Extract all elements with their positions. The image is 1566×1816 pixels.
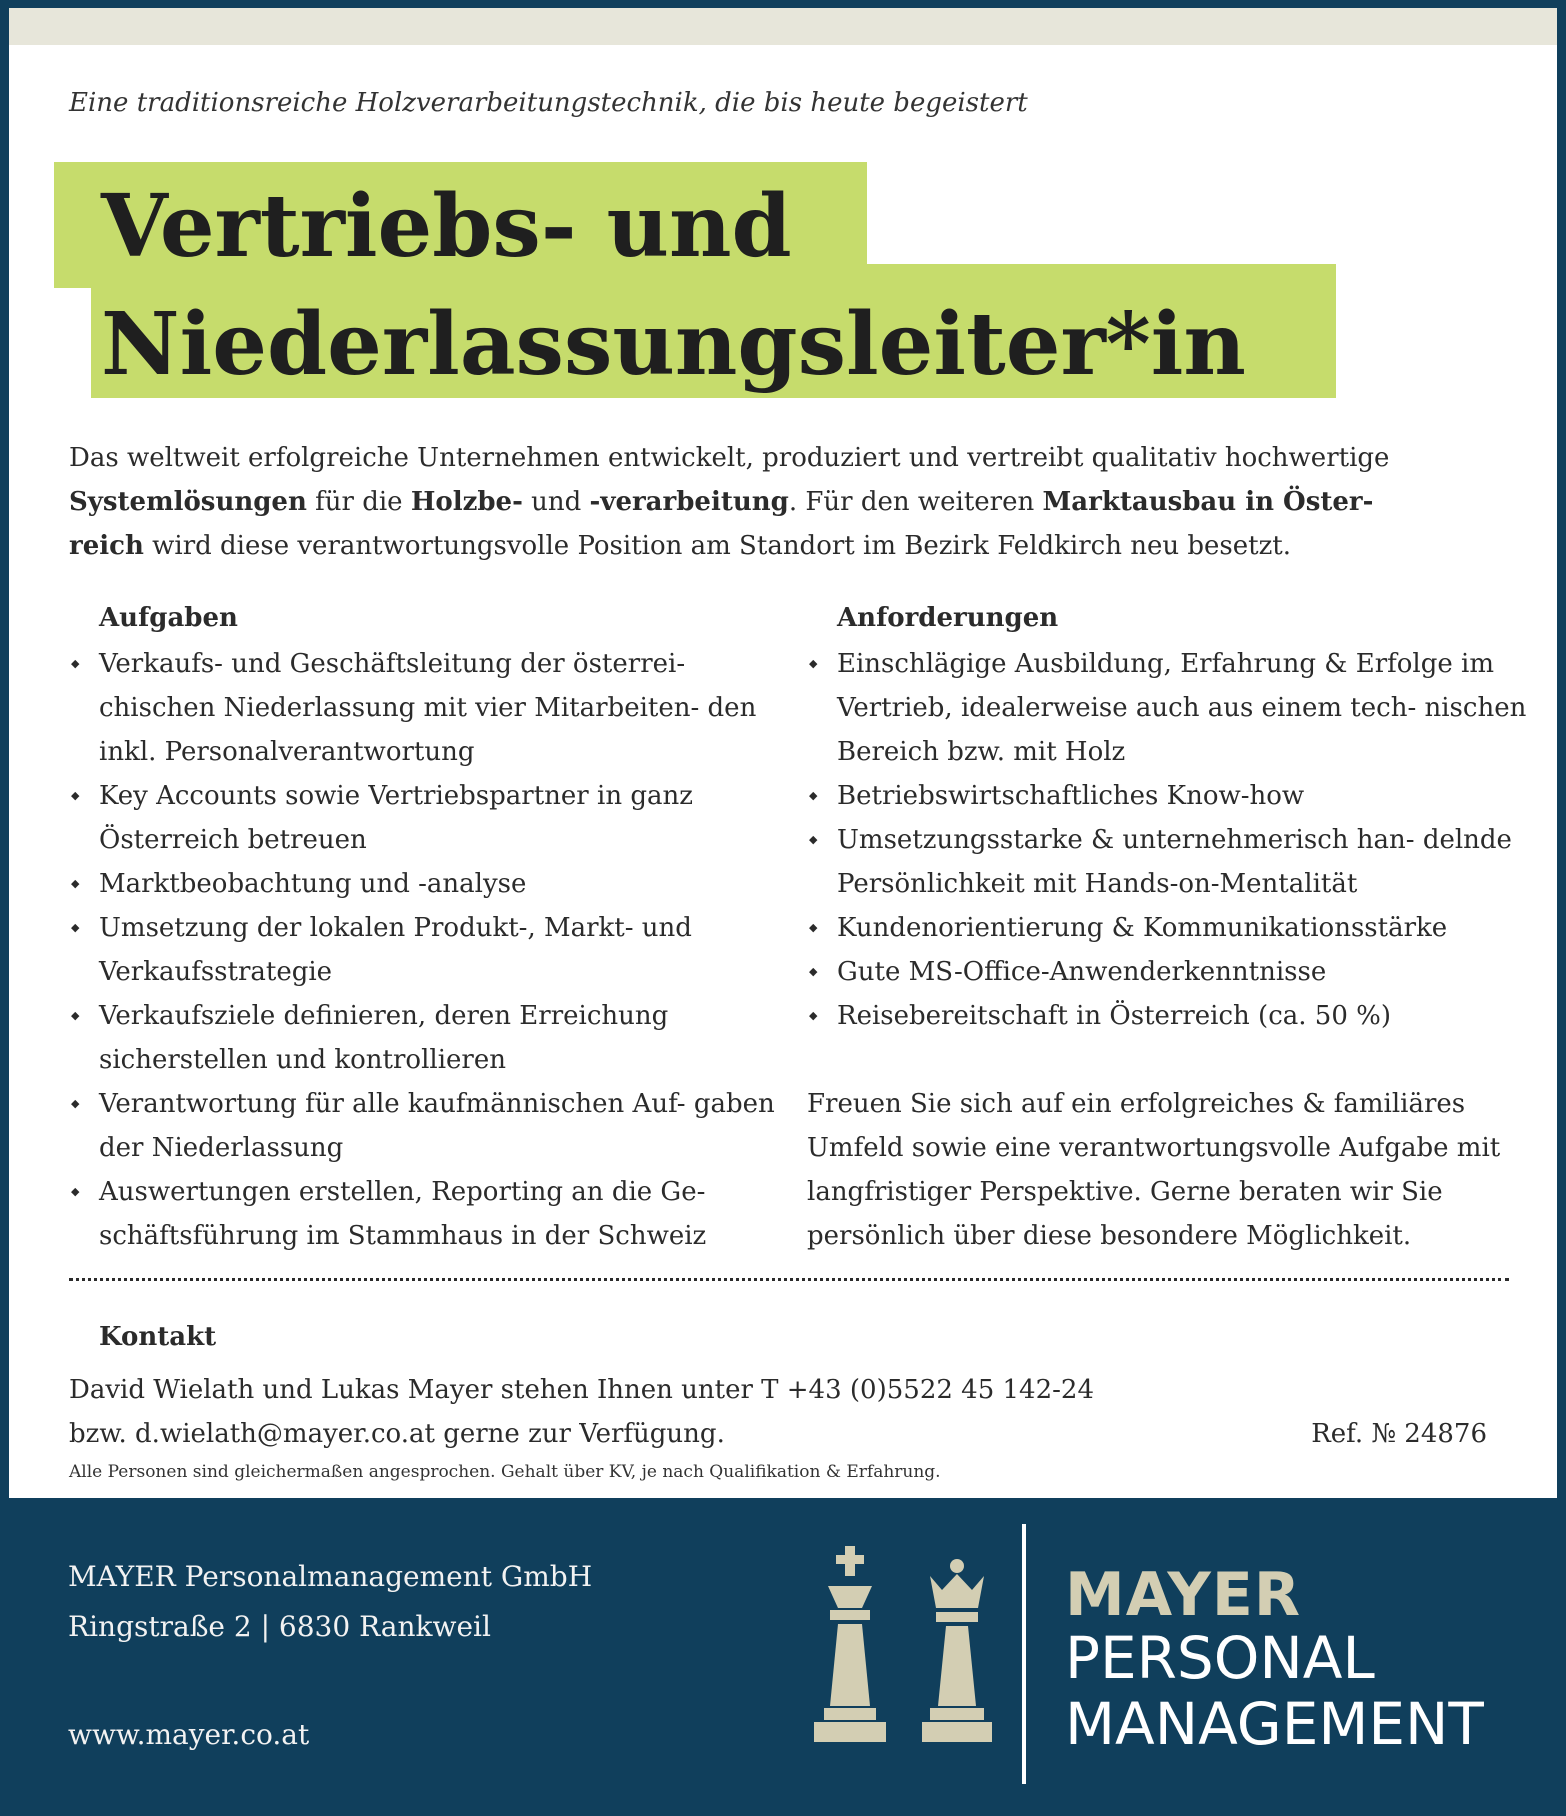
aufgaben-section (69, 596, 789, 1258)
job-title-line-2: Niederlassungsleiter*in (101, 294, 1246, 395)
job-title (101, 168, 1246, 404)
reference-number: Ref. № 24876 (1311, 1419, 1487, 1449)
list-item: ◆ Gute MS-Office-Anwenderkenntnisse (807, 950, 1537, 994)
list-item: ◆ Verkaufs- und Geschäftsleitung der österrei- chischen Niederlassung mit vier Mitarbeiten- den inkl. Personalverantwortung (69, 642, 789, 774)
intro-text-5: wird diese verantwortungsvolle Position am Standort im Bezirk Feldkirch neu besetzt. (143, 531, 1291, 561)
top-band (9, 8, 1557, 45)
intro-bold-5: reich (69, 531, 144, 561)
intro-bold-4: Marktausbau in Öster- (1042, 487, 1374, 517)
job-ad-card (9, 8, 1557, 1498)
anforderungen-list (807, 642, 1537, 1038)
list-item: ◆ Reisebereitschaft in Österreich (ca. 50 %) (807, 994, 1537, 1038)
intro-bold-3: -verarbeitung (589, 487, 789, 517)
intro-text-2: für die (306, 487, 411, 517)
company-name: MAYER Personalmanagement GmbH (68, 1560, 593, 1593)
intro-text-4: . Für den weiteren (788, 487, 1043, 517)
list-item: ◆ Einschlägige Ausbildung, Erfahrung & Erfolge im Vertrieb, idealerweise auch aus einem tech- nischen Bereich bzw. mit Holz (807, 642, 1537, 774)
website-link[interactable]: www.mayer.co.at (68, 1718, 310, 1751)
list-item: ◆ Umsetzungsstarke & unternehmerisch han- delnde Persönlichkeit mit Hands-on-Mentalität (807, 818, 1537, 906)
intro-text-3: und (522, 487, 590, 517)
company-address: Ringstraße 2 | 6830 Rankweil (68, 1610, 491, 1643)
intro-paragraph (69, 436, 1509, 568)
tagline: Eine traditionsreiche Holzverarbeitungstechnik, die bis heute begeistert (69, 88, 1028, 118)
contact-heading: Kontakt (99, 1322, 217, 1352)
anforderungen-heading: Anforderungen (837, 603, 1059, 633)
brand-divider (1022, 1524, 1026, 1784)
aufgaben-list (69, 642, 789, 1258)
list-item: ◆ Marktbeobachtung und -analyse (69, 862, 789, 906)
brand-logo-personal: PERSONAL (1065, 1624, 1375, 1692)
chess-king-icon (800, 1546, 900, 1746)
aufgaben-heading: Aufgaben (99, 603, 238, 633)
list-item: ◆ Betriebswirtschaftliches Know-how (807, 774, 1537, 818)
brand-logo-mayer: MAYER (1065, 1560, 1302, 1630)
brand-logo-management: MANAGEMENT (1065, 1690, 1484, 1758)
list-item: ◆ Umsetzung der lokalen Produkt-, Markt- und Verkaufsstrategie (69, 906, 789, 994)
closing-paragraph: Freuen Sie sich auf ein erfolgreiches & familiäres Umfeld sowie eine verantwortungsvolle Aufgabe mit langfristiger Perspektive. Gerne beraten wir Sie persönlich über diese besondere Möglichkeit. (807, 1089, 1501, 1251)
intro-bold-1: Systemlösungen (69, 487, 307, 517)
intro-bold-2: Holzbe- (410, 487, 523, 517)
contact-line-email: bzw. d.wielath@mayer.co.at gerne zur Verfügung. (69, 1419, 725, 1449)
job-title-line-1: Vertriebs- und (101, 176, 792, 277)
list-item: ◆ Kundenorientierung & Kommunikationsstärke (807, 906, 1537, 950)
chess-queen-icon (912, 1546, 1002, 1746)
list-item: ◆ Verkaufsziele definieren, deren Erreichung sicherstellen und kontrollieren (69, 994, 789, 1082)
disclaimer: Alle Personen sind gleichermaßen angesprochen. Gehalt über KV, je nach Qualifikation & Erfahrung. (69, 1462, 941, 1482)
list-item: ◆ Auswertungen erstellen, Reporting an die Ge- schäftsführung im Stammhaus in der Schweiz (69, 1170, 789, 1258)
list-item: ◆ Verantwortung für alle kaufmännischen Auf- gaben der Niederlassung (69, 1082, 789, 1170)
list-item: ◆ Key Accounts sowie Vertriebspartner in ganz Österreich betreuen (69, 774, 789, 862)
dotted-divider (69, 1278, 1509, 1281)
contact-line-phone: David Wielath und Lukas Mayer stehen Ihnen unter T +43 (0)5522 45 142-24 (69, 1375, 1095, 1405)
intro-text-1: Das weltweit erfolgreiche Unternehmen entwickelt, produziert und vertreibt qualitativ hochwertige (69, 443, 1390, 473)
anforderungen-section (807, 596, 1537, 1038)
